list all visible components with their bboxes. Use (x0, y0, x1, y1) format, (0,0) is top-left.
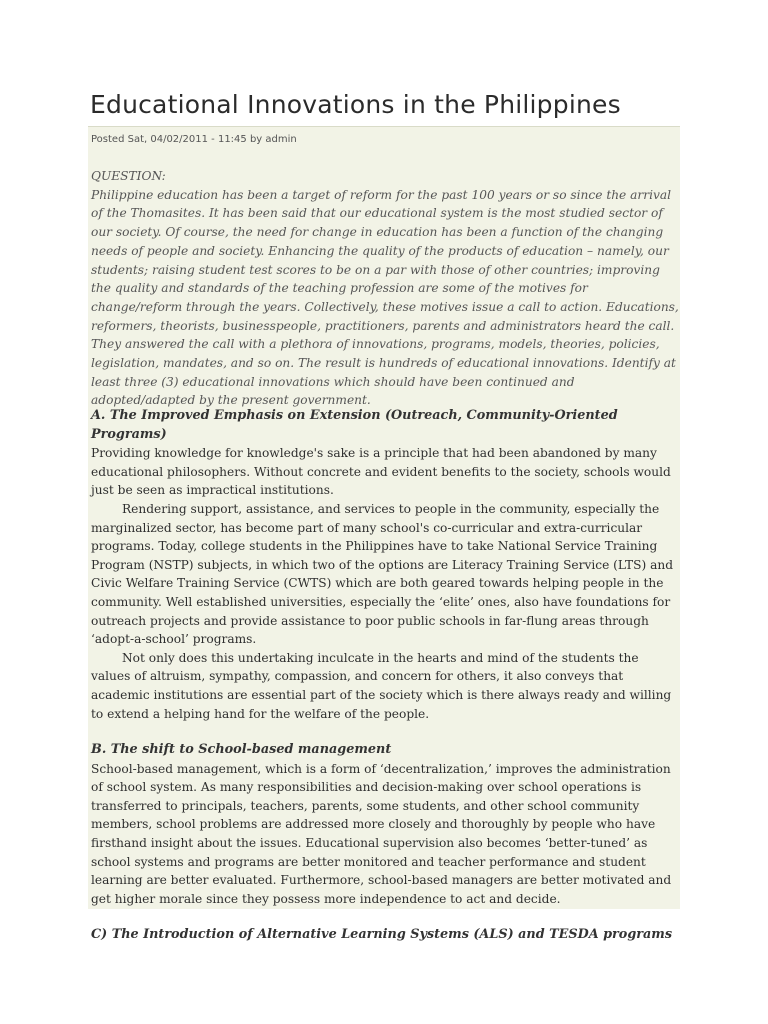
section-a-paragraph: Not only does this undertaking inculcate in the hearts and mind of the students the values of altruism, sympathy, compassion, and concern for others, it also conveys that academic institutions are essential part of the society which is there always ready and willing to extend a helping hand for the welfare of the people. (91, 650, 672, 721)
question-label: QUESTION: (91, 169, 166, 183)
post-meta: Posted Sat, 04/02/2011 - 11:45 by admin (91, 134, 297, 145)
page-title: Educational Innovations in the Philippines (90, 90, 621, 119)
question-block (91, 167, 679, 410)
section-a-heading: A. The Improved Emphasis on Extension (Outreach, Community-Oriented Programs) (91, 408, 618, 442)
article-panel (88, 126, 680, 943)
section-c-heading: C) The Introduction of Alternative Learning Systems (ALS) and TESDA programs (91, 927, 673, 943)
question-text: Philippine education has been a target of reform for the past 100 years or so since the arrival of the Thomasites. It has been said that our educational system is the most studied sector of our society. Of course, the need for change in education has been a function of the changing needs of people and society. Enhancing the quality of the products of education – namely, our students; raising student test scores to be on a par with those of other countries; improving the quality and standards of the teaching profession are some of the motives for change/reform through the years. Collectively, these motives issue a call to action. Educations, reformers, theorists, businesspeople, practitioners, parents and administrators heard the call. They answered the call with a plethora of innovations, programs, models, theories, policies, legislation, mandates, and so on. The result is hundreds of educational innovations. Identify at least three (3) educational innovations which should have been continued and adopted/adapted by the present government. (91, 187, 679, 408)
spacer (91, 908, 679, 926)
section-b-paragraph: School-based management, which is a form of ‘decentralization,’ improves the administration of school system. As many responsibilities and decision-making over school operations is transferred to principals, teachers, parents, some students, and other school community members, school problems are addressed more closely and thoroughly by people who have firsthand insight about the issues. Educational supervision also becomes ‘better-tuned’ as school systems and programs are better monitored and teacher performance and student learning are better evaluated. Furthermore, school-based managers are better motivated and get higher morale since they possess more independence to act and decide. (91, 761, 672, 906)
section-a-paragraph: Providing knowledge for knowledge's sake is a principle that had been abandoned by many educational philosophers. Without concrete and evident benefits to the society, schools would just be seen as impractical institutions. (91, 446, 671, 498)
section-b-heading: B. The shift to School-based management (91, 742, 392, 758)
article-body (91, 407, 679, 945)
section-a-paragraph: Rendering support, assistance, and services to people in the community, especially the marginalized sector, has become part of many school's co-curricular and extra-curricular programs. Today, college students in the Philippines have to take National Service Training Program (NSTP) subjects, in which two of the options are Literacy Training Service (LTS) and Civic Welfare Training Service (CWTS) which are both geared towards helping people in the community. Well established universities, especially the ‘elite’ ones, also have foundations for outreach projects and provide assistance to poor public schools in far-flung areas through ‘adopt-a-school’ programs. (91, 501, 674, 647)
spacer (91, 723, 679, 741)
